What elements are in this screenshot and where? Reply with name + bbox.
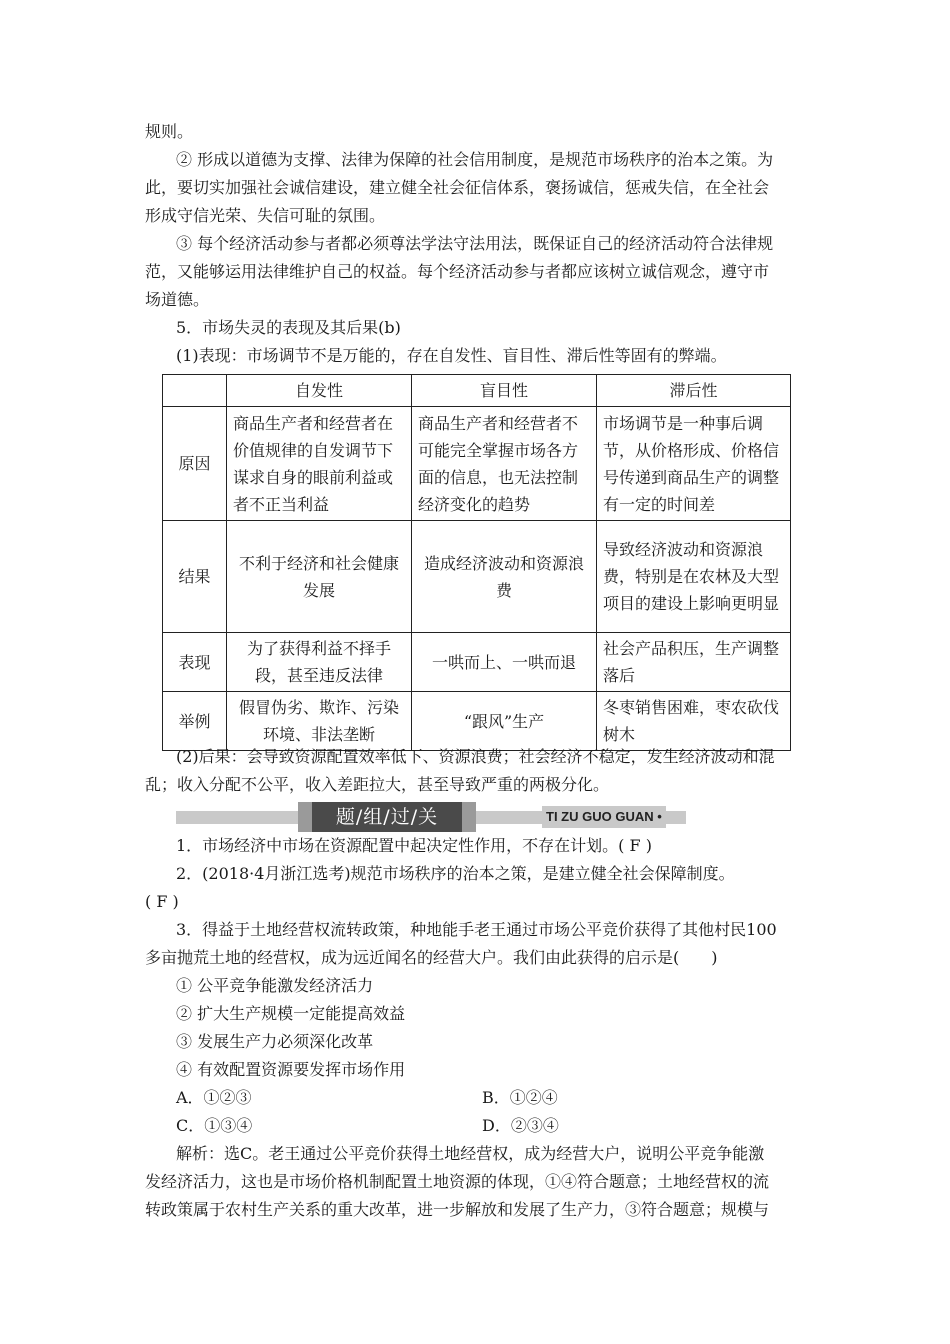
analysis-text: 解析：选C。老王通过公平竞价获得土地经营权，成为经营大户，说明公平竞争能激 <box>176 1144 765 1163</box>
row-label: 表现 <box>163 633 227 692</box>
row-label: 举例 <box>163 692 227 751</box>
text-line: 形成守信光荣、失信可耻的氛围。 <box>145 206 386 225</box>
row-label: 结果 <box>163 521 227 633</box>
question-3: 多亩抛荒土地的经营权，成为远近闻名的经营大户。我们由此获得的启示是( ) <box>145 948 718 967</box>
table-cell: 社会产品积压，生产调整落后 <box>597 633 791 692</box>
banner-tab-left <box>298 802 312 832</box>
table-cell: 商品生产者和经营者在价值规律的自发调节下谋求自身的眼前利益或者不正当利益 <box>227 407 412 521</box>
table-cell: 假冒伪劣、欺诈、污染环境、非法垄断 <box>227 692 412 751</box>
option-c: C．①③④ <box>176 1116 253 1135</box>
text-line: 此，要切实加强社会诚信建设，建立健全社会征信体系，褒扬诚信，惩戒失信，在全社会 <box>145 178 770 197</box>
table-cell: 商品生产者和经营者不可能完全掌握市场各方面的信息，也无法控制经济变化的趋势 <box>412 407 597 521</box>
statement-item: ③ 发展生产力必须深化改革 <box>176 1032 374 1051</box>
table-cell: 一哄而上、一哄而退 <box>412 633 597 692</box>
table-header-cell: 滞后性 <box>597 375 791 407</box>
text-line: ② 形成以道德为支撑、法律为保障的社会信用制度，是规范市场秩序的治本之策。为 <box>176 150 774 169</box>
text-line: 乱；收入分配不公平，收入差距拉大，甚至导致严重的两极分化。 <box>145 775 610 794</box>
option-d: D．②③④ <box>482 1116 559 1135</box>
analysis-text: 发经济活力，这也是市场价格机制配置土地资源的体现，①④符合题意；土地经营权的流 <box>145 1172 770 1191</box>
table-row <box>163 692 791 751</box>
question-3: 3．得益于土地经营权流转政策，种地能手老王通过市场公平竞价获得了其他村民100 <box>176 920 777 939</box>
text-line: ③ 每个经济活动参与者都必须尊法学法守法用法，既保证自己的经济活动符合法律规 <box>176 234 774 253</box>
table-header-row <box>163 375 791 407</box>
table-row <box>163 407 791 521</box>
option-a: A．①②③ <box>176 1088 252 1107</box>
table-header-cell: 盲目性 <box>412 375 597 407</box>
table-header-cell: 自发性 <box>227 375 412 407</box>
table-header-cell <box>163 375 227 407</box>
table-cell: 不利于经济和社会健康发展 <box>227 521 412 633</box>
text-line: 规则。 <box>145 122 194 141</box>
table-cell: “跟风”生产 <box>412 692 597 751</box>
text-line: (1)表现：市场调节不是万能的，存在自发性、盲目性、滞后性等固有的弊端。 <box>176 346 727 365</box>
banner-subtitle: TI ZU GUO GUAN • <box>542 806 666 828</box>
question-1: 1．市场经济中市场在资源配置中起决定性作用，不存在计划。( F ) <box>176 836 652 855</box>
statement-item: ① 公平竞争能激发经济活力 <box>176 976 374 995</box>
analysis-text: 转政策属于农村生产关系的重大改革，进一步解放和发展了生产力，③符合题意；规模与 <box>145 1200 770 1219</box>
statement-item: ② 扩大生产规模一定能提高效益 <box>176 1004 406 1023</box>
option-b: B．①②④ <box>482 1088 558 1107</box>
table-row <box>163 633 791 692</box>
text-line: 场道德。 <box>145 290 210 309</box>
banner-tab-right <box>462 802 476 832</box>
table-cell: 导致经济波动和资源浪费，特别是在农林及大型项目的建设上影响更明显 <box>597 521 791 633</box>
question-2: 2．(2018·4月浙江选考)规范市场秩序的治本之策，是建立健全社会保障制度。 <box>176 864 735 883</box>
banner-title: 题/组/过/关 <box>312 802 462 832</box>
text-line: (2)后果：会导致资源配置效率低下、资源浪费；社会经济不稳定，发生经济波动和混 <box>176 747 775 766</box>
statement-item: ④ 有效配置资源要发挥市场作用 <box>176 1060 406 1079</box>
table-cell: 造成经济波动和资源浪费 <box>412 521 597 633</box>
row-label: 原因 <box>163 407 227 521</box>
section-banner <box>176 802 686 832</box>
table-cell: 冬枣销售困难，枣农砍伐树木 <box>597 692 791 751</box>
table-row <box>163 521 791 633</box>
table-cell: 为了获得利益不择手段，甚至违反法律 <box>227 633 412 692</box>
text-line: 范，又能够运用法律维护自己的权益。每个经济活动参与者都应该树立诚信观念，遵守市 <box>145 262 770 281</box>
question-2-answer: ( F ) <box>145 892 179 911</box>
section-heading: 5．市场失灵的表现及其后果(b) <box>176 318 401 337</box>
market-failure-table <box>162 374 791 751</box>
table-cell: 市场调节是一种事后调节，从价格形成、价格信号传递到商品生产的调整有一定的时间差 <box>597 407 791 521</box>
